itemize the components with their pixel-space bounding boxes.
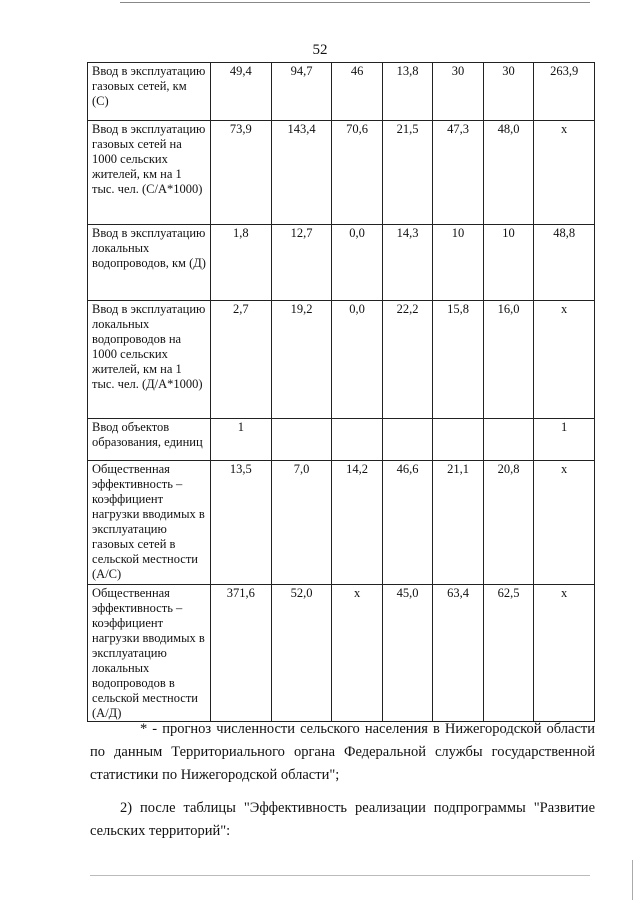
cell-value: 12,7 — [271, 225, 332, 301]
table-row — [88, 225, 595, 301]
cell-value — [483, 419, 533, 461]
cell-value: 63,4 — [433, 585, 483, 722]
cell-value: 30 — [433, 63, 483, 121]
row-label: Ввод в эксплуатацию газовых сетей, км (С) — [88, 63, 211, 121]
table-row — [88, 461, 595, 585]
amendment-item-2: 2) после таблицы "Эффективность реализации подпрограммы "Развитие сельских территорий": — [90, 800, 595, 839]
cell-value: 2,7 — [211, 301, 272, 419]
row-label: Общественная эффективность – коэффициент нагрузки вводимых в эксплуатацию локальных водопроводов в сельской местности (А/Д) — [88, 585, 211, 722]
cell-value: 14,2 — [332, 461, 382, 585]
table-row — [88, 419, 595, 461]
scan-artifact-bottom — [90, 875, 590, 876]
footnote-star: * - прогноз численности сельского населения в Нижегородской области по данным Территориального органа Федеральной службы государственной статистики по Нижегородской области"; — [90, 721, 595, 783]
row-label: Ввод в эксплуатацию локальных водопроводов на 1000 сельских жителей, км на 1 тыс. чел. (Д/А*1000) — [88, 301, 211, 419]
cell-value: 10 — [433, 225, 483, 301]
cell-value: 19,2 — [271, 301, 332, 419]
cell-value: 47,3 — [433, 121, 483, 225]
row-label: Ввод в эксплуатацию локальных водопроводов, км (Д) — [88, 225, 211, 301]
cell-value: 13,8 — [382, 63, 432, 121]
cell-value: 21,1 — [433, 461, 483, 585]
cell-value: 52,0 — [271, 585, 332, 722]
cell-value: 73,9 — [211, 121, 272, 225]
cell-value: 48,8 — [534, 225, 595, 301]
cell-value: 48,0 — [483, 121, 533, 225]
cell-value: 10 — [483, 225, 533, 301]
row-label: Ввод в эксплуатацию газовых сетей на 1000 сельских жителей, км на 1 тыс. чел. (С/А*1000) — [88, 121, 211, 225]
cell-value: 70,6 — [332, 121, 382, 225]
table-row — [88, 63, 595, 121]
cell-value: 49,4 — [211, 63, 272, 121]
cell-value: 1 — [211, 419, 272, 461]
cell-value: х — [534, 461, 595, 585]
cell-value: 371,6 — [211, 585, 272, 722]
cell-value: 46 — [332, 63, 382, 121]
cell-value: 15,8 — [433, 301, 483, 419]
cell-value: х — [534, 121, 595, 225]
table-row — [88, 585, 595, 722]
cell-value: 46,6 — [382, 461, 432, 585]
cell-value: 13,5 — [211, 461, 272, 585]
cell-value: 0,0 — [332, 225, 382, 301]
cell-value — [382, 419, 432, 461]
cell-value — [271, 419, 332, 461]
scan-artifact-top — [120, 2, 590, 3]
scan-artifact-edge — [632, 860, 633, 900]
cell-value: 143,4 — [271, 121, 332, 225]
page-number: 52 — [312, 42, 328, 58]
table-row — [88, 301, 595, 419]
cell-value: 22,2 — [382, 301, 432, 419]
cell-value: 62,5 — [483, 585, 533, 722]
cell-value: 1 — [534, 419, 595, 461]
indicators-table — [87, 62, 595, 722]
row-label: Ввод объектов образования, единиц — [88, 419, 211, 461]
cell-value: 7,0 — [271, 461, 332, 585]
cell-value: 16,0 — [483, 301, 533, 419]
cell-value: 30 — [483, 63, 533, 121]
cell-value: 94,7 — [271, 63, 332, 121]
row-label: Общественная эффективность – коэффициент нагрузки вводимых в эксплуатацию газовых сетей в сельской местности (А/С) — [88, 461, 211, 585]
cell-value: х — [534, 301, 595, 419]
cell-value: 1,8 — [211, 225, 272, 301]
cell-value — [433, 419, 483, 461]
cell-value: 263,9 — [534, 63, 595, 121]
cell-value: 0,0 — [332, 301, 382, 419]
cell-value: 14,3 — [382, 225, 432, 301]
cell-value — [332, 419, 382, 461]
cell-value: 45,0 — [382, 585, 432, 722]
cell-value: х — [534, 585, 595, 722]
cell-value: 21,5 — [382, 121, 432, 225]
cell-value: х — [332, 585, 382, 722]
cell-value: 20,8 — [483, 461, 533, 585]
table-row — [88, 121, 595, 225]
